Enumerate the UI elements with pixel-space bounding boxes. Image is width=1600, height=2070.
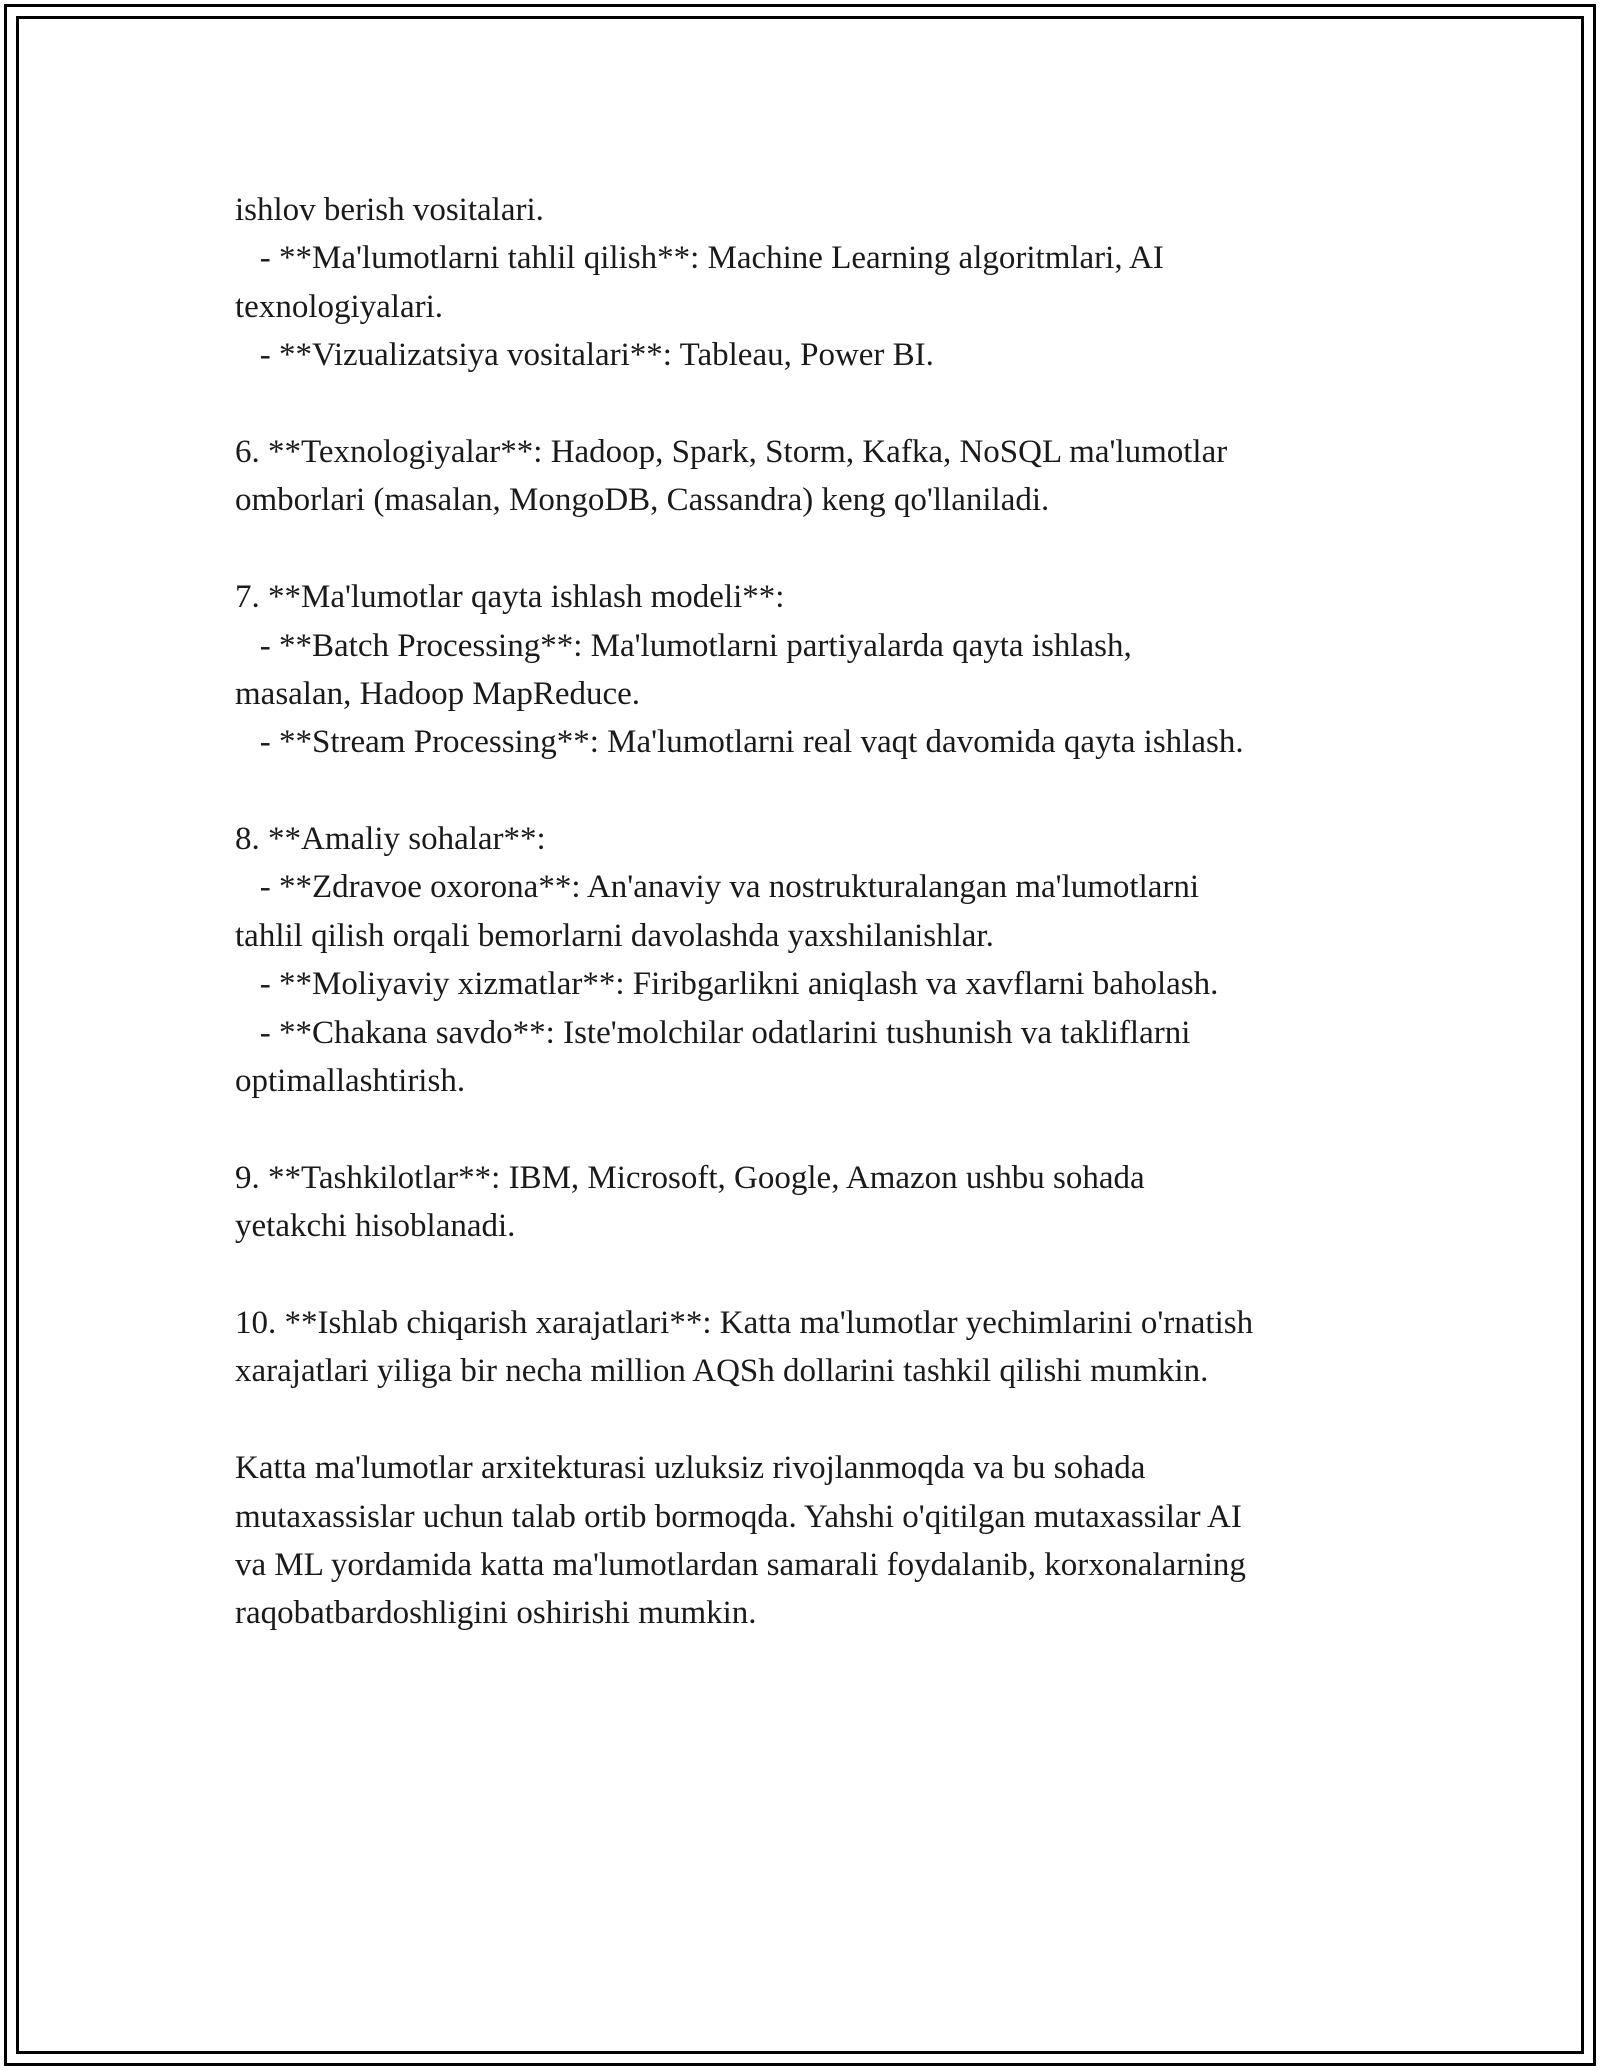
text-line: 7. **Ma'lumotlar qayta ishlash modeli**: bbox=[235, 579, 785, 616]
blank-line bbox=[235, 1251, 1395, 1299]
text-line: 10. **Ishlab chiqarish xarajatlari**: Katta ma'lumotlar yechimlarini o'rnatish bbox=[235, 1304, 1254, 1341]
text-line: yetakchi hisoblanadi. bbox=[235, 1208, 516, 1245]
text-line: 8. **Amaliy sohalar**: bbox=[235, 821, 546, 858]
text-line: ishlov berish vositalari. bbox=[235, 192, 544, 228]
text-line: - **Batch Processing**: Ma'lumotlarni partiyalarda qayta ishlash, bbox=[235, 627, 1132, 664]
blank-line bbox=[235, 525, 1395, 573]
text-line: raqobatbardoshligini oshirishi mumkin. bbox=[235, 1595, 757, 1632]
text-line: tahlil qilish orqali bemorlarni davolashda yaxshilanishlar. bbox=[235, 917, 994, 954]
text-line: - **Zdravoe oxorona**: An'anaviy va nostrukturalangan ma'lumotlarni bbox=[235, 869, 1200, 906]
text-line: 9. **Tashkilotlar**: IBM, Microsoft, Google, Amazon ushbu sohada bbox=[235, 1159, 1145, 1196]
text-line: - **Moliyaviy xizmatlar**: Firibgarlikni aniqlash va xavflarni baholash. bbox=[235, 966, 1219, 1003]
document-body bbox=[235, 186, 1395, 1638]
blank-line bbox=[235, 1105, 1395, 1153]
text-line: Katta ma'lumotlar arxitekturasi uzluksiz rivojlanmoqda va bu sohada bbox=[235, 1450, 1146, 1487]
text-line: 6. **Texnologiyalar**: Hadoop, Spark, Storm, Kafka, NoSQL ma'lumotlar bbox=[235, 433, 1228, 470]
blank-line bbox=[235, 380, 1395, 428]
blank-line bbox=[235, 767, 1395, 815]
text-line: - **Ma'lumotlarni tahlil qilish**: Machine Learning algoritmlari, AI bbox=[235, 240, 1164, 277]
text-line: texnologiyalari. bbox=[235, 288, 444, 325]
text-line: optimallashtirish. bbox=[235, 1063, 466, 1100]
text-line: omborlari (masalan, MongoDB, Cassandra) keng qo'llaniladi. bbox=[235, 482, 1050, 519]
text-line: - **Vizualizatsiya vositalari**: Tableau, Power BI. bbox=[235, 337, 934, 374]
text-line: mutaxassislar uchun talab ortib bormoqda. Yahshi o'qitilgan mutaxassilar AI bbox=[235, 1498, 1242, 1535]
text-line: va ML yordamida katta ma'lumotlardan samarali foydalanib, korxonalarning bbox=[235, 1546, 1246, 1583]
text-line: masalan, Hadoop MapReduce. bbox=[235, 675, 641, 712]
text-line: - **Chakana savdo**: Iste'molchilar odatlarini tushunish va takliflarni bbox=[235, 1014, 1191, 1051]
blank-line bbox=[235, 1396, 1395, 1444]
text-line: xarajatlari yiliga bir necha million AQSh dollarini tashkil qilishi mumkin. bbox=[235, 1353, 1209, 1390]
text-line: - **Stream Processing**: Ma'lumotlarni real vaqt davomida qayta ishlash. bbox=[235, 724, 1244, 761]
